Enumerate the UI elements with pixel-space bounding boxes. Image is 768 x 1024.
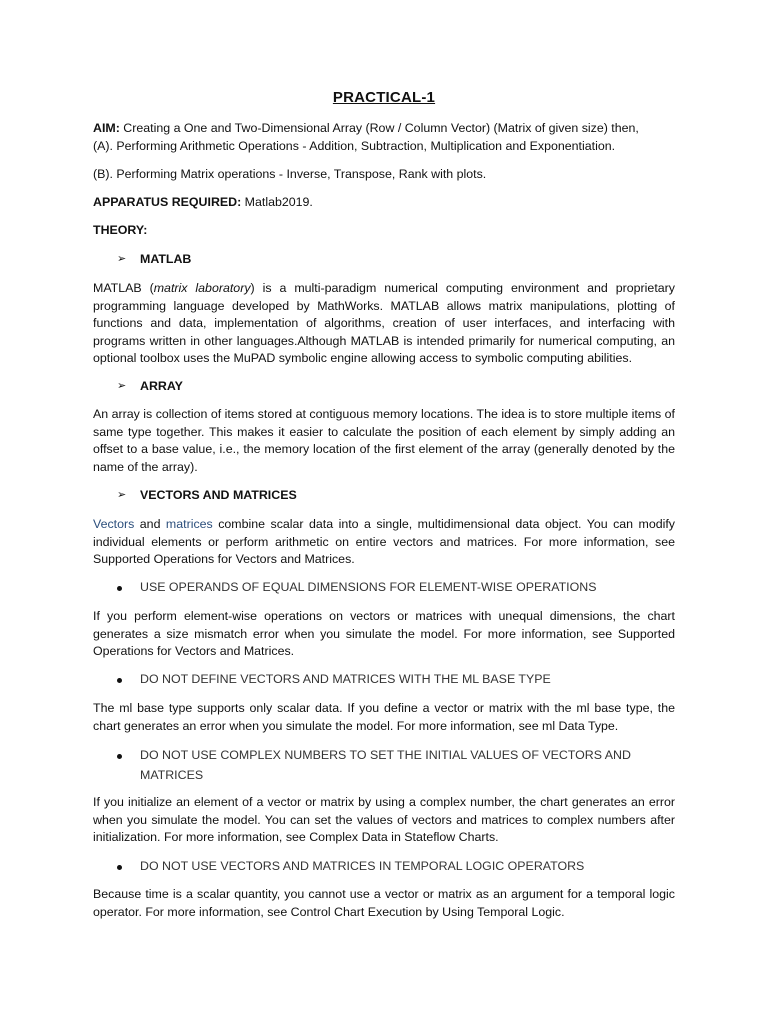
- aim-line-2: (A). Performing Arithmetic Operations - Addition, Subtraction, Multiplication and Exponentiation.: [93, 138, 616, 153]
- part-b-text: (B). Performing Matrix operations - Inverse, Transpose, Rank with plots.: [93, 167, 487, 181]
- arrow-bullet-icon: ➢: [117, 253, 127, 265]
- arrow-bullet-icon: ➢: [117, 380, 127, 392]
- array-heading: ARRAY: [140, 379, 183, 393]
- bullet-paragraph-3: If you initialize an element of a vector or matrix by using a complex number, the chart generates an error when you simulate the model. You can set the values of vectors and matrices to complex numbers after initialization. For more information, see Complex Data in Stateflow Charts.: [93, 795, 675, 845]
- bullet-dot-icon: [117, 865, 122, 870]
- bullet-dot-icon: [117, 754, 122, 759]
- apparatus-label: APPARATUS REQUIRED:: [93, 195, 242, 209]
- bullet-heading-1: USE OPERANDS OF EQUAL DIMENSIONS FOR ELEMENT-WISE OPERATIONS: [140, 580, 597, 594]
- bullet-paragraph-2: The ml base type supports only scalar data. If you define a vector or matrix with the ml base type, the chart generates an error when you simulate the model. For more information, see ml Data Type.: [93, 701, 675, 733]
- vectors-paragraph: [93, 516, 675, 569]
- aim-line-1: [93, 120, 675, 138]
- matlab-text-pre: MATLAB (: [93, 281, 154, 295]
- apparatus-value: Matlab2019.: [241, 195, 313, 209]
- bullet-heading-3: DO NOT USE COMPLEX NUMBERS TO SET THE INITIAL VALUES OF VECTORS AND MATRICES: [140, 748, 631, 782]
- matlab-text-italic: matrix laboratory: [153, 281, 251, 295]
- apparatus-paragraph: [93, 194, 675, 212]
- bullet-dot-icon: [117, 678, 122, 683]
- theory-heading: THEORY:: [93, 223, 148, 237]
- aim-label: AIM:: [93, 121, 120, 135]
- page-title: PRACTICAL-1: [332, 89, 436, 106]
- bullet-paragraph-1: If you perform element-wise operations on vectors or matrices with unequal dimensions, the chart generates a size mismatch error when you simulate the model. For more information, see Supported Operations for Vectors and Matrices.: [93, 609, 675, 659]
- bullet-heading-2: DO NOT DEFINE VECTORS AND MATRICES WITH THE ML BASE TYPE: [140, 672, 551, 686]
- vectors-and-text: and: [134, 517, 166, 531]
- aim-text: Creating a One and Two-Dimensional Array (Row / Column Vector) (Matrix of given size) then,: [119, 121, 639, 135]
- matrices-link[interactable]: matrices: [165, 517, 213, 531]
- vectors-link[interactable]: Vectors: [93, 517, 135, 531]
- bullet-dot-icon: [117, 586, 122, 591]
- vectors-matrices-heading: VECTORS AND MATRICES: [140, 488, 297, 502]
- bullet-heading-4: DO NOT USE VECTORS AND MATRICES IN TEMPORAL LOGIC OPERATORS: [140, 859, 585, 873]
- vectors-text-post: combine scalar data into a single, multidimensional data object. You can modify individual elements or perform arithmetic on entire vectors and matrices. For more information, see Supported Operations for Vectors and Matrices.: [93, 517, 675, 567]
- matlab-paragraph: [93, 280, 675, 368]
- matlab-text-post: ) is a multi-paradigm numerical computing environment and proprietary programming language developed by MathWorks. MATLAB allows matrix manipulations, plotting of functions and data, implementation of algorithms, creation of user interfaces, and interfacing with programs written in other languages.Although MATLAB is intended primarily for numerical computing, an optional toolbox uses the MuPAD symbolic engine allowing access to symbolic computing abilities.: [93, 281, 675, 366]
- matlab-heading: MATLAB: [140, 252, 192, 266]
- aim-paragraph: [93, 120, 675, 155]
- array-paragraph: An array is collection of items stored at contiguous memory locations. The idea is to store multiple items of same type together. This makes it easier to calculate the position of each element by simply adding an offset to a base value, i.e., the memory location of the first element of the array (generally denoted by the name of the array).: [93, 407, 675, 474]
- arrow-bullet-icon: ➢: [117, 489, 127, 501]
- bullet-paragraph-4: Because time is a scalar quantity, you cannot use a vector or matrix as an argument for a temporal logic operator. For more information, see Control Chart Execution by Using Temporal Logic.: [93, 887, 675, 919]
